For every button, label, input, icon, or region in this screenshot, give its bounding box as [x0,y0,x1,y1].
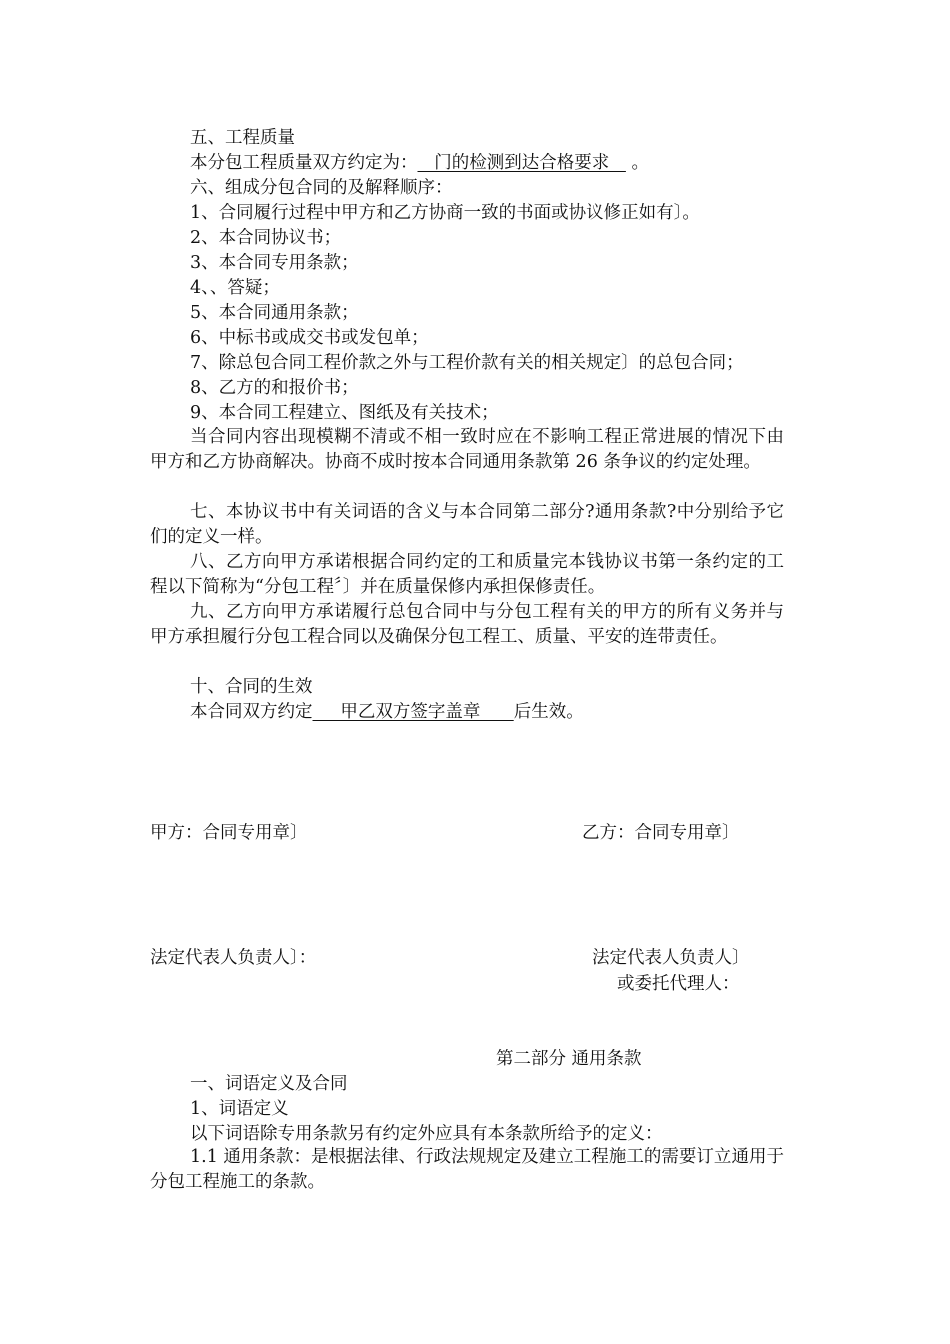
quality-line [190,151,649,175]
list-item: 5、本合同通用条款； [190,303,359,323]
list-item: 4、、答疑； [190,278,280,298]
section-10-title: 十、合同的生效 [190,677,313,697]
effective-label: 本合同双方约定 [190,702,313,722]
section-7-paragraph: 七、本协议书中有关词语的含义与本合同第二部分?通用条款?中分别给予它们的定义一样。 [150,502,784,547]
section-5-title: 五、工程质量 [190,128,295,148]
part-2-title: 第二部分 通用条款 [496,1049,642,1069]
clause-1-1: 1.1 通用条款：是根据法律、行政法规规定及建立工程施工的需要订立通用于分包工程施工的条款。 [150,1147,784,1192]
conflict-resolution-paragraph: 当合同内容出现模糊不清或不相一致时应在不影响工程正常进展的情况下由甲方和乙方协商解决。协商不成时按本合同通用条款第 26 条争议的约定处理。 [150,427,784,472]
section-9-paragraph: 九、乙方向甲方承诺履行总包合同中与分包工程有关的甲方的所有义务并与甲方承担履行分包工程合同以及确保分包工程工、质量、平安的连带责任。 [150,602,784,647]
section-6-title: 六、组成分包合同的及解释顺序： [190,178,453,198]
definitions-intro: 以下词语除专用条款另有约定外应具有本条款所给予的定义： [190,1124,663,1144]
part-2-section-1-title: 一、词语定义及合同 [190,1074,348,1094]
effective-value: 甲乙双方签字盖章 [312,702,514,722]
list-item: 3、本合同专用条款； [190,253,359,273]
quality-value: 门的检测到达合格要求 [417,153,626,173]
party-b-representative: 法定代表人负责人〕 [592,948,750,968]
list-item: 9、本合同工程建立、图纸及有关技术； [190,403,499,423]
effective-suffix: 后生效。 [513,702,584,722]
list-item: 7、除总包合同工程价款之外与工程价款有关的相关规定〕的总包合同； [190,353,744,373]
list-item: 8、乙方的和报价书； [190,378,359,398]
list-item: 2、本合同协议书； [190,228,342,248]
list-item: 1、合同履行过程中甲方和乙方协商一致的书面或协议修正如有〕。 [190,203,700,223]
party-b-agent: 或委托代理人： [617,974,740,994]
definitions-title: 1、词语定义 [190,1099,289,1119]
party-a-seal: 甲方：合同专用章〕 [150,823,308,843]
effective-line [190,700,584,724]
party-b-seal: 乙方：合同专用章〕 [582,823,740,843]
party-a-representative: 法定代表人负责人〕： [150,948,317,968]
list-item: 6、中标书或成交书或发包单； [190,328,429,348]
section-8-paragraph: 八、乙方向甲方承诺根据合同约定的工和质量完本钱协议书第一条约定的工程以下简称为“分包工程〞〕并在质量保修内承担保修责任。 [150,552,784,597]
quality-suffix: 。 [625,153,649,173]
quality-label: 本分包工程质量双方约定为： [190,153,418,173]
